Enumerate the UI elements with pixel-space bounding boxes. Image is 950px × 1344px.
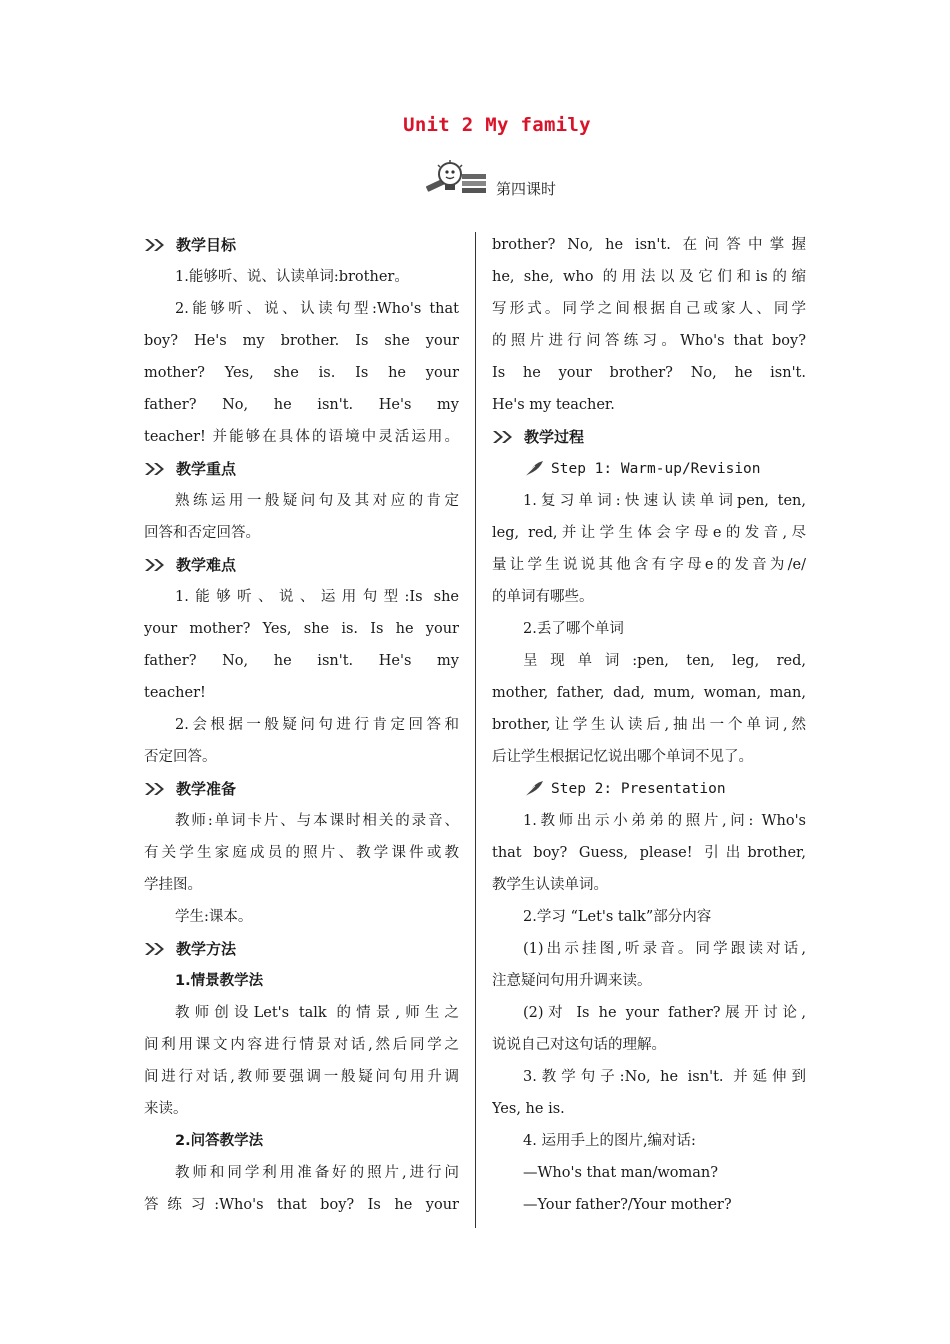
document-title: Unit 2 My family xyxy=(403,114,591,136)
key-points-heading: 教学重点 xyxy=(176,460,237,478)
step-heading xyxy=(492,453,806,485)
text-line: 2.能够听、说、认读句型:Who's that xyxy=(175,301,459,317)
double-chevron-icon xyxy=(144,462,168,476)
text-line: 教师:单词卡片、与本课时相关的录音、 xyxy=(175,813,459,829)
double-chevron-icon xyxy=(492,430,516,444)
preparation-heading: 教学准备 xyxy=(176,780,237,798)
text-line: father? No, he isn't. He's my xyxy=(144,397,459,413)
text-line: 1.教师出示小弟弟的照片,问: Who's xyxy=(523,813,806,829)
double-chevron-icon xyxy=(144,942,168,956)
text-line: 2.会根据一般疑问句进行肯定回答和 xyxy=(175,717,459,733)
text-line: your mother? Yes, she is. Is he your xyxy=(144,621,459,637)
text-line: he, she, who 的用法以及它们和is的缩 xyxy=(492,269,806,285)
text-line: 4. 运用手上的图片,编对话: xyxy=(523,1133,696,1149)
text-line: 呈现单词:pen, ten, leg, red, xyxy=(523,653,806,669)
section-heading xyxy=(144,549,459,581)
text-line: 回答和否定回答。 xyxy=(144,525,260,541)
text-line: 间利用课文内容进行情景对话,然后同学之 xyxy=(144,1037,459,1053)
text-line: 教师和同学利用准备好的照片,进行问 xyxy=(175,1165,459,1181)
double-chevron-icon xyxy=(144,782,168,796)
section-heading xyxy=(144,773,459,805)
text-line: leg, red,并让学生体会字母e的发音,尽 xyxy=(492,525,806,541)
text-line: brother,让学生认读后,抽出一个单词,然 xyxy=(492,717,806,733)
double-chevron-icon xyxy=(144,558,168,572)
text-line: —Who's that man/woman? xyxy=(523,1165,719,1181)
text-line: 的照片进行问答练习。Who's that boy? xyxy=(492,333,806,349)
goals-heading: 教学目标 xyxy=(176,236,237,254)
lesson-number: 第四课时 xyxy=(496,180,557,198)
step1-title: Step 1: Warm-up/Revision xyxy=(551,461,761,477)
text-line: —Your father?/Your mother? xyxy=(523,1197,732,1213)
text-line: 注意疑问句用升调来读。 xyxy=(492,973,652,989)
text-line: Is he your brother? No, he isn't. xyxy=(492,365,806,381)
column-divider xyxy=(475,232,476,1228)
right-column xyxy=(492,229,806,1221)
text-line: 学生:课本。 xyxy=(175,909,253,925)
text-line: 量让学生说说其他含有字母e的发音为/e/ xyxy=(492,557,806,573)
method-title: 1.情景教学法 xyxy=(175,973,264,989)
process-heading: 教学过程 xyxy=(524,428,585,446)
text-line: (2)对 Is he your father?展开讨论, xyxy=(523,1005,806,1021)
section-heading xyxy=(144,229,459,261)
section-heading xyxy=(144,933,459,965)
difficult-points-heading: 教学难点 xyxy=(176,556,237,574)
text-line: mother, father, dad, mum, woman, man, xyxy=(492,685,806,701)
text-line: 2.丢了哪个单词 xyxy=(523,621,624,637)
text-line: 1.能够听、说、运用句型:Is she xyxy=(175,589,459,605)
text-line: 答练习:Who's that boy? Is he your xyxy=(144,1197,459,1213)
text-line: Yes, he is. xyxy=(492,1101,565,1117)
text-line: 学挂图。 xyxy=(144,877,202,893)
left-column xyxy=(144,229,459,1221)
text-line: mother? Yes, she is. Is he your xyxy=(144,365,459,381)
text-line: 熟练运用一般疑问句及其对应的肯定 xyxy=(175,493,459,509)
text-line: 后让学生根据记忆说出哪个单词不见了。 xyxy=(492,749,753,765)
step-heading xyxy=(492,773,806,805)
text-line: 教学生认读单词。 xyxy=(492,877,608,893)
section-heading xyxy=(144,453,459,485)
text-line: brother? No, he isn't. 在问答中掌握 xyxy=(492,237,806,253)
text-line: 写形式。同学之间根据自己或家人、同学 xyxy=(492,301,806,317)
text-line: teacher! 并能够在具体的语境中灵活运用。 xyxy=(144,429,459,445)
text-line: (1)出示挂图,听录音。同学跟读对话, xyxy=(523,941,806,957)
text-line: 来读。 xyxy=(144,1101,188,1117)
section-heading xyxy=(492,421,806,453)
double-chevron-icon xyxy=(144,238,168,252)
step2-title: Step 2: Presentation xyxy=(551,781,726,797)
quill-pen-icon xyxy=(523,460,545,478)
lightbulb-icon xyxy=(424,160,488,196)
text-line: 有关学生家庭成员的照片、教学课件或教 xyxy=(144,845,459,861)
text-line: 否定回答。 xyxy=(144,749,217,765)
text-line: 间进行对话,教师要强调一般疑问句用升调 xyxy=(144,1069,459,1085)
text-line: 1.复习单词:快速认读单词pen, ten, xyxy=(523,493,806,509)
text-line: 说说自己对这句话的理解。 xyxy=(492,1037,666,1053)
text-line: father? No, he isn't. He's my xyxy=(144,653,459,669)
text-line: boy? He's my brother. Is she your xyxy=(144,333,459,349)
text-line: He's my teacher. xyxy=(492,397,615,413)
text-line: 教师创设Let's talk 的情景,师生之 xyxy=(175,1005,459,1021)
method-title: 2.问答教学法 xyxy=(175,1133,264,1149)
methods-heading: 教学方法 xyxy=(176,940,237,958)
text-line: 3.教学句子:No, he isn't. 并延伸到 xyxy=(523,1069,806,1085)
text-line: that boy? Guess, please! 引出brother, xyxy=(492,845,806,861)
text-line: 2.学习 “Let's talk”部分内容 xyxy=(523,909,712,925)
text-line: 的单词有哪些。 xyxy=(492,589,594,605)
text-line: 1.能够听、说、认读单词:brother。 xyxy=(175,269,409,285)
text-line: teacher! xyxy=(144,685,206,701)
quill-pen-icon xyxy=(523,780,545,798)
